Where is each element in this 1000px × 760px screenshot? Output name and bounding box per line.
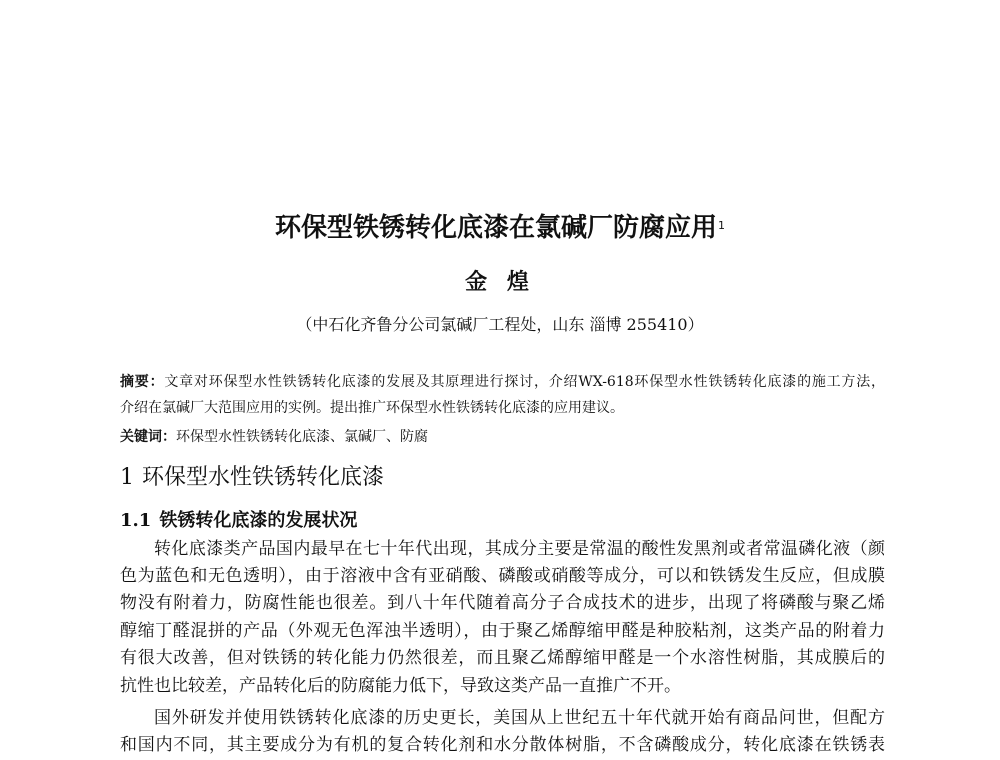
keywords-label: 关键词： bbox=[120, 429, 176, 445]
body-paragraph-1-line-4: 醇缩丁醛混拼的产品（外观无色浑浊半透明），由于聚乙烯醇缩甲醛是种胶粘剂，这类产品的附着力 bbox=[120, 621, 885, 641]
section-heading bbox=[120, 464, 720, 492]
abstract-line-1 bbox=[120, 373, 885, 391]
body-paragraph-1-line-6: 抗性也比较差，产品转化后的防腐能力低下，导致这类产品一直推广不开。 bbox=[120, 676, 681, 696]
author-name: 金 煌 bbox=[465, 269, 535, 295]
title-footnote-marker: 1 bbox=[718, 219, 725, 232]
author-affiliation: （中石化齐鲁分公司氯碱厂工程处，山东 淄博 255410） bbox=[296, 315, 704, 334]
body-paragraph-2-line-2: 和国内不同，其主要成分为有机的复合转化剂和水分散体树脂，不含磷酸成分，转化底漆在铁锈表 bbox=[120, 735, 885, 755]
abstract-label: 摘要： bbox=[120, 374, 165, 390]
abstract-line-2: 介绍在氯碱厂大范围应用的实例。提出推广环保型水性铁锈转化底漆的应用建议。 bbox=[120, 400, 624, 416]
body-paragraph-1-line-2: 色为蓝色和无色透明），由于溶液中含有亚硝酸、磷酸或硝酸等成分，可以和铁锈发生反应，但成膜 bbox=[120, 566, 885, 586]
section-number: 1 bbox=[120, 465, 134, 490]
paper-title-text: 环保型铁锈转化底漆在氯碱厂防腐应用 bbox=[274, 213, 717, 243]
body-paragraph-1-line-3: 物没有附着力，防腐性能也很差。到八十年代随着高分子合成技术的进步，出现了将磷酸与聚乙烯 bbox=[120, 593, 885, 613]
subsection-heading bbox=[120, 509, 720, 533]
abstract-text-1: 文章对环保型水性铁锈转化底漆的发展及其原理进行探讨，介绍WX-618环保型水性铁锈转化底漆的施工方法， bbox=[164, 374, 885, 390]
body-paragraph-1-line-5: 有很大改善，但对铁锈的转化能力仍然很差，而且聚乙烯醇缩甲醛是一个水溶性树脂，其成膜后的 bbox=[120, 648, 885, 668]
body-paragraph-2-line-1: 国外研发并使用铁锈转化底漆的历史更长，美国从上世纪五十年代就开始有商品问世，但配方 bbox=[154, 708, 885, 728]
subsection-number: 1.1 bbox=[120, 510, 152, 531]
keywords-text: 环保型水性铁锈转化底漆、氯碱厂、防腐 bbox=[176, 429, 428, 445]
keywords-line bbox=[120, 428, 885, 446]
subsection-title: 铁锈转化底漆的发展状况 bbox=[159, 510, 358, 531]
section-title: 环保型水性铁锈转化底漆 bbox=[142, 465, 385, 490]
body-paragraph-1-line-1: 转化底漆类产品国内最早在七十年代出现，其成分主要是常温的酸性发黑剂或者常温磷化液（颜 bbox=[154, 539, 885, 559]
paper-title bbox=[0, 212, 1000, 244]
